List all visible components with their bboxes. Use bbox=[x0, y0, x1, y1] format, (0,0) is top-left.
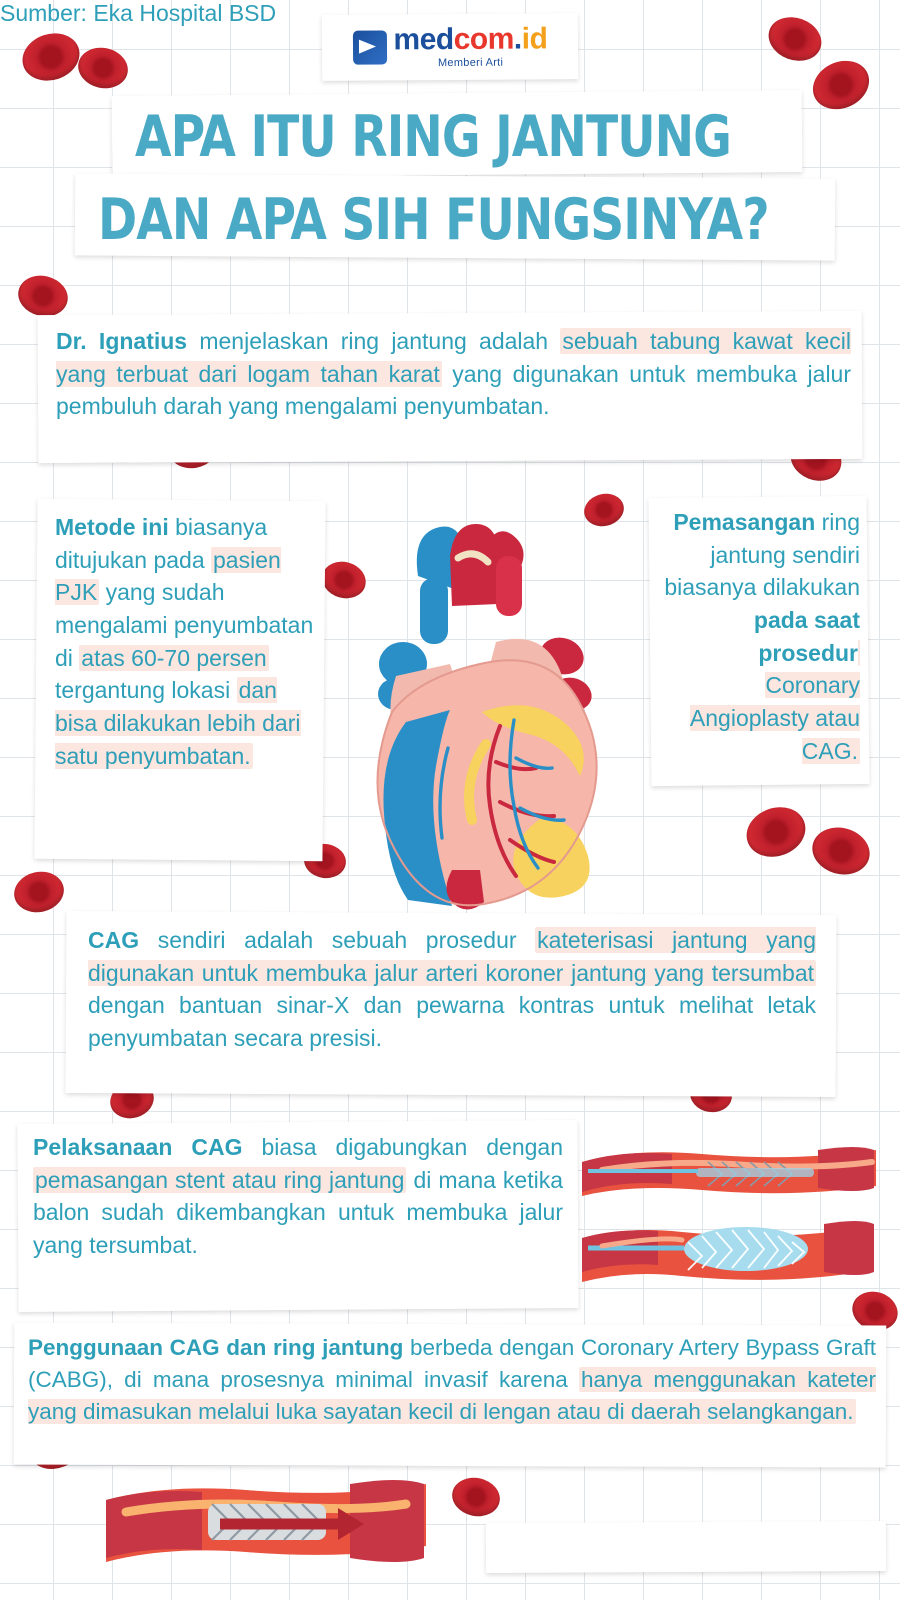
pelaksanaan-paragraph bbox=[33, 1131, 563, 1262]
left-text-1: biasanya ditujukan pada bbox=[55, 514, 268, 573]
stent-in-artery-illustration bbox=[100, 1478, 430, 1564]
source-label: Sumber: Eka Hospital BSD bbox=[0, 0, 277, 26]
intro-text-1: menjelaskan ring jantung adalah bbox=[187, 328, 561, 354]
red-blood-cell bbox=[14, 271, 72, 322]
cag-lead: CAG bbox=[88, 927, 140, 953]
stent-balloon-illustration bbox=[578, 1140, 878, 1198]
pelaksanaan-text-1: biasa digabungkan dengan bbox=[242, 1134, 564, 1160]
cag-paragraph bbox=[88, 924, 816, 1055]
pelaksanaan-highlight-1: pemasangan stent atau ring jantung bbox=[35, 1166, 405, 1193]
human-heart-illustration bbox=[300, 516, 620, 911]
left-paragraph bbox=[55, 511, 317, 772]
red-blood-cell bbox=[449, 1473, 504, 1520]
left-text-2: yang sudah mengalami penyumbatan di bbox=[55, 579, 314, 671]
red-blood-cell bbox=[740, 799, 813, 865]
penggunaan-highlight-1: hanya menggunakan kateter yang dimasukan melalui luka sayatan kecil di lengan atau di daerah selangkangan. bbox=[28, 1366, 876, 1424]
pelaksanaan-text-2: di mana ketika balon sudah dikembangkan untuk membuka jalur yang tersumbat. bbox=[33, 1166, 563, 1258]
cag-text-1: sendiri adalah sebuah prosedur bbox=[139, 927, 536, 953]
logo-word-com: com bbox=[453, 22, 514, 56]
intro-lead: Dr. Ignatius bbox=[56, 328, 188, 354]
right-bold-1: pada saat prosedur bbox=[753, 606, 860, 666]
pelaksanaan-lead: Pelaksanaan CAG bbox=[33, 1134, 243, 1160]
left-highlight-3: dan bisa dilakukan lebih dari satu penyumbatan. bbox=[55, 677, 301, 769]
penggunaan-paragraph bbox=[28, 1332, 876, 1428]
red-blood-cell bbox=[74, 43, 131, 93]
cag-highlight-1: kateterisasi jantung yang digunakan untuk membuka jalur arteri koroner jantung yang tersumbat bbox=[88, 927, 816, 986]
logo-tagline: Memberi Arti bbox=[437, 56, 504, 70]
site-logo-card bbox=[322, 13, 578, 81]
source-card bbox=[486, 1521, 886, 1573]
right-lead: Pemasangan bbox=[673, 509, 816, 535]
cag-text-2: dengan bantuan sinar-X dan pewarna kontras untuk melihat letak penyumbatan secara presisi. bbox=[88, 992, 816, 1051]
intro-paragraph bbox=[56, 325, 851, 423]
intro-text-2: yang digunakan untuk membuka jalur pembuluh darah yang mengalami penyumbatan. bbox=[56, 360, 851, 420]
eagle-icon bbox=[352, 30, 386, 64]
left-lead: Metode ini bbox=[55, 514, 169, 540]
intro-highlight-1: sebuah tabung kawat kecil yang terbuat dari logam tahan karat bbox=[56, 328, 851, 387]
page-title-line-1: APA ITU RING JANTUNG bbox=[135, 104, 731, 170]
right-paragraph bbox=[660, 506, 860, 767]
right-highlight-1: Coronary Angioplasty atau CAG. bbox=[690, 640, 860, 764]
red-blood-cell bbox=[10, 867, 67, 917]
logo-word-id: id bbox=[521, 22, 548, 56]
right-text-1: ring jantung sendiri biasanya dilakukan bbox=[664, 509, 860, 601]
penggunaan-text-1: berbeda dengan Coronary Artery Bypass Graft (CABG), di mana prosesnya minimal invasif karena bbox=[28, 1335, 876, 1392]
stent-expanded-illustration bbox=[578, 1212, 878, 1284]
penggunaan-lead: Penggunaan CAG dan ring jantung bbox=[28, 1335, 404, 1360]
page-title-line-2: DAN APA SIH FUNGSINYA? bbox=[98, 187, 769, 253]
logo-word-dot: . bbox=[513, 22, 522, 56]
left-text-3: tergantung lokasi bbox=[55, 677, 237, 704]
red-blood-cell bbox=[807, 821, 875, 880]
left-highlight-1: pasien PJK bbox=[55, 546, 281, 606]
left-highlight-2: atas 60-70 persen bbox=[81, 644, 267, 671]
red-blood-cell bbox=[805, 52, 877, 118]
logo-word-med: med bbox=[393, 22, 454, 57]
